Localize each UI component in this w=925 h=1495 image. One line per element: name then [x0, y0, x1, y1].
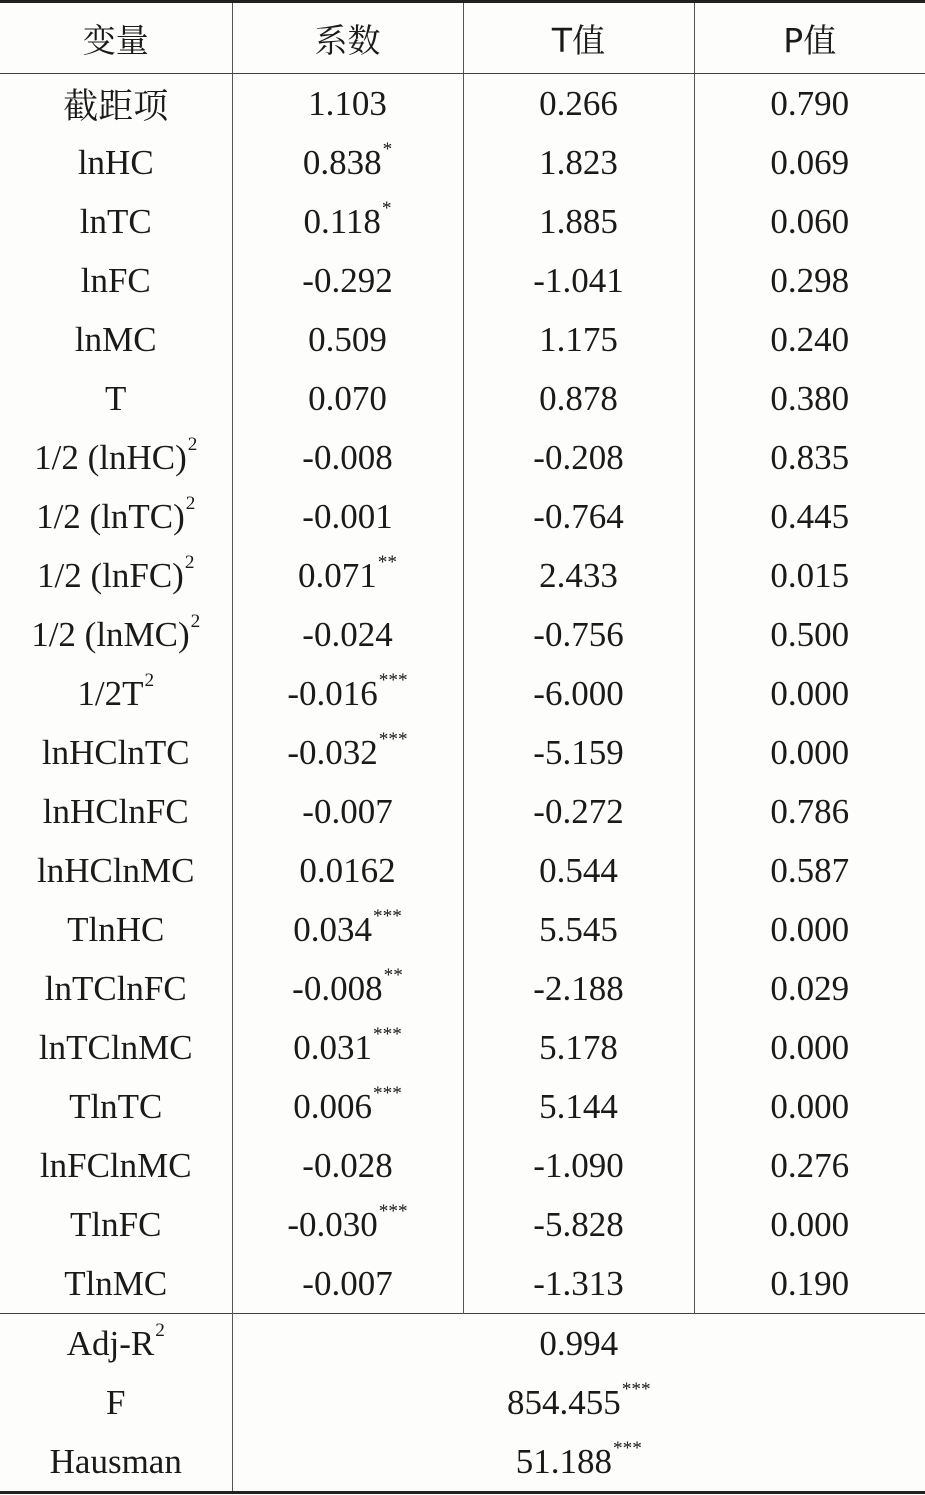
coefficient-value: 0.071 [298, 555, 377, 595]
variable-name: 1/2 (lnHC) [34, 437, 187, 477]
p-value-cell [694, 605, 925, 664]
p-value-cell [694, 1018, 925, 1077]
statistic-row [0, 1373, 925, 1432]
coefficient-cell [232, 310, 463, 369]
variable-cell [0, 900, 232, 959]
p-value-cell [694, 192, 925, 251]
variable-name: 1/2 (lnFC) [37, 555, 184, 595]
statistic-value: 854.455 [506, 1382, 621, 1422]
variable-name: TlnMC [64, 1263, 168, 1303]
statistic-value: 0.994 [539, 1323, 619, 1363]
variable-name: lnHClnFC [42, 791, 189, 831]
coefficient-cell [232, 369, 463, 428]
variable-cell [0, 959, 232, 1018]
p-value-cell [694, 841, 925, 900]
p-value: 0.276 [770, 1145, 850, 1185]
variable-name: 截距项 [63, 86, 169, 126]
table-row [0, 605, 925, 664]
p-value: 0.790 [770, 83, 850, 123]
t-value: 0.878 [539, 378, 618, 418]
p-value-cell [694, 1136, 925, 1195]
coefficient-cell [232, 664, 463, 723]
variable-exponent: 2 [185, 493, 196, 515]
variable-name: 1/2 (lnMC) [31, 614, 190, 654]
significance-stars: ** [377, 552, 397, 574]
statistic-value-cell [232, 1314, 925, 1374]
t-value-cell [463, 782, 694, 841]
variable-name: lnHClnMC [36, 850, 195, 890]
variable-cell [0, 251, 232, 310]
table-row [0, 133, 925, 192]
t-value: -1.090 [533, 1145, 624, 1185]
p-value-cell [694, 428, 925, 487]
t-value-cell [463, 1136, 694, 1195]
t-value: 5.178 [539, 1027, 618, 1067]
p-value: 0.190 [770, 1263, 850, 1303]
p-value-cell [694, 900, 925, 959]
t-value: 5.545 [539, 909, 618, 949]
statistic-label-cell [0, 1432, 232, 1493]
p-value: 0.060 [770, 201, 850, 241]
variable-name: lnMC [74, 319, 157, 359]
variable-cell [0, 133, 232, 192]
variable-cell [0, 605, 232, 664]
coefficient-cell [232, 546, 463, 605]
significance-stars: * [381, 198, 392, 220]
variable-exponent: 2 [144, 670, 155, 692]
variable-cell [0, 546, 232, 605]
coefficient-value: 0.509 [308, 319, 387, 359]
p-value: 0.380 [770, 378, 850, 418]
significance-stars: *** [612, 1438, 642, 1460]
p-value: 0.786 [770, 791, 850, 831]
t-value: -1.313 [533, 1263, 624, 1303]
t-value: -0.208 [533, 437, 624, 477]
variable-exponent: 2 [187, 434, 198, 456]
significance-stars: *** [378, 1201, 408, 1223]
coefficient-value: -0.001 [302, 496, 393, 536]
t-value-cell [463, 1077, 694, 1136]
variable-exponent: 2 [184, 552, 195, 574]
t-value-cell [463, 428, 694, 487]
variable-name: lnTC [79, 201, 152, 241]
t-value: 0.544 [539, 850, 618, 890]
table-row [0, 841, 925, 900]
t-value: 0.266 [539, 83, 618, 123]
p-value: 0.298 [770, 260, 850, 300]
p-value-cell [694, 487, 925, 546]
coefficient-value: -0.028 [302, 1145, 393, 1185]
t-value: 2.433 [539, 555, 618, 595]
variable-cell [0, 1254, 232, 1314]
coefficient-value: -0.292 [302, 260, 393, 300]
p-value: 0.000 [770, 673, 850, 713]
table-body [0, 74, 925, 1314]
variable-name: lnHC [77, 142, 154, 182]
coefficient-cell [232, 74, 463, 134]
coefficient-cell [232, 841, 463, 900]
p-value: 0.445 [770, 496, 850, 536]
significance-stars: *** [378, 729, 408, 751]
p-value: 0.835 [770, 437, 850, 477]
p-value: 0.000 [770, 1027, 850, 1067]
t-value: 1.885 [539, 201, 618, 241]
coefficient-value: 1.103 [308, 83, 387, 123]
variable-cell [0, 723, 232, 782]
coefficient-value: -0.016 [287, 673, 378, 713]
t-value-cell [463, 959, 694, 1018]
significance-stars: *** [372, 906, 402, 928]
header-variable: 变量 [0, 2, 232, 74]
t-value: -2.188 [533, 968, 624, 1008]
t-value: -1.041 [533, 260, 624, 300]
table-row [0, 1018, 925, 1077]
p-value-cell [694, 782, 925, 841]
variable-name: 1/2 (lnTC) [36, 496, 185, 536]
t-value: -6.000 [533, 673, 624, 713]
variable-cell [0, 369, 232, 428]
table-row [0, 1077, 925, 1136]
p-value: 0.000 [770, 909, 850, 949]
coefficient-cell [232, 1195, 463, 1254]
coefficient-value: 0.838 [302, 142, 382, 182]
coefficient-cell [232, 428, 463, 487]
t-value-cell [463, 841, 694, 900]
coefficient-value: 0.006 [293, 1086, 372, 1126]
coefficient-value: 0.031 [293, 1027, 372, 1067]
table-row [0, 192, 925, 251]
statistic-label: Adj-R [66, 1323, 155, 1363]
variable-name: lnFC [80, 260, 151, 300]
coefficient-value: 0.034 [293, 909, 372, 949]
variable-cell [0, 192, 232, 251]
coefficient-cell [232, 605, 463, 664]
coefficient-value: -0.030 [287, 1204, 378, 1244]
t-value: -0.756 [533, 614, 624, 654]
variable-name: lnFClnMC [39, 1145, 192, 1185]
statistic-label: F [106, 1382, 126, 1422]
t-value-cell [463, 664, 694, 723]
variable-cell [0, 1195, 232, 1254]
t-value-cell [463, 605, 694, 664]
p-value: 0.500 [770, 614, 850, 654]
table-row [0, 723, 925, 782]
coefficient-cell [232, 900, 463, 959]
variable-cell [0, 310, 232, 369]
table-row [0, 1195, 925, 1254]
variable-name: lnTClnFC [44, 968, 187, 1008]
t-value: 1.175 [539, 319, 618, 359]
significance-stars: *** [621, 1379, 651, 1401]
header-p-value: P值 [694, 2, 925, 74]
coefficient-value: 0.0162 [299, 850, 396, 890]
table-row [0, 959, 925, 1018]
t-value-cell [463, 1195, 694, 1254]
table-header [0, 2, 925, 74]
coefficient-cell [232, 251, 463, 310]
header-row [0, 2, 925, 74]
variable-cell [0, 1136, 232, 1195]
coefficient-value: -0.008 [302, 437, 393, 477]
table-row [0, 487, 925, 546]
p-value-cell [694, 1077, 925, 1136]
coefficient-value: -0.007 [302, 791, 393, 831]
table-row [0, 310, 925, 369]
p-value: 0.029 [770, 968, 850, 1008]
statistic-value-cell [232, 1373, 925, 1432]
t-value-cell [463, 133, 694, 192]
coefficient-cell [232, 487, 463, 546]
statistic-label: Hausman [49, 1441, 182, 1481]
variable-exponent: 2 [190, 611, 201, 633]
variable-cell [0, 664, 232, 723]
p-value-cell [694, 959, 925, 1018]
p-value: 0.587 [770, 850, 850, 890]
t-value: -0.764 [533, 496, 624, 536]
table-row [0, 1136, 925, 1195]
coefficient-cell [232, 723, 463, 782]
variable-cell [0, 74, 232, 134]
table-row [0, 664, 925, 723]
t-value-cell [463, 900, 694, 959]
variable-cell [0, 428, 232, 487]
t-value: -5.828 [533, 1204, 624, 1244]
t-value-cell [463, 74, 694, 134]
table-row [0, 1254, 925, 1314]
t-value: -0.272 [533, 791, 624, 831]
coefficient-value: 0.070 [308, 378, 387, 418]
p-value-cell [694, 1254, 925, 1314]
variable-cell [0, 841, 232, 900]
header-coefficient: 系数 [232, 2, 463, 74]
coefficient-value: 0.118 [303, 201, 381, 241]
variable-name: TlnFC [70, 1204, 162, 1244]
header-t-value: T值 [463, 2, 694, 74]
p-value-cell [694, 74, 925, 134]
t-value: -5.159 [533, 732, 624, 772]
coefficient-cell [232, 192, 463, 251]
p-value: 0.069 [770, 142, 850, 182]
variable-cell [0, 487, 232, 546]
table-row [0, 74, 925, 134]
table-row [0, 251, 925, 310]
p-value-cell [694, 310, 925, 369]
p-value-cell [694, 133, 925, 192]
p-value-cell [694, 723, 925, 782]
variable-name: TlnTC [69, 1086, 163, 1126]
t-value-cell [463, 1018, 694, 1077]
variable-name: TlnHC [67, 909, 165, 949]
t-value-cell [463, 1254, 694, 1314]
coefficient-value: -0.032 [287, 732, 378, 772]
coefficient-cell [232, 959, 463, 1018]
coefficient-cell [232, 133, 463, 192]
significance-stars: *** [372, 1024, 402, 1046]
p-value-cell [694, 1195, 925, 1254]
p-value-cell [694, 251, 925, 310]
significance-stars: *** [372, 1083, 402, 1105]
coefficient-value: -0.008 [292, 968, 383, 1008]
table-row [0, 900, 925, 959]
table-row [0, 782, 925, 841]
table-row [0, 369, 925, 428]
p-value: 0.000 [770, 1086, 850, 1126]
variable-name: T [105, 378, 127, 418]
table-row [0, 546, 925, 605]
coefficient-cell [232, 1136, 463, 1195]
variable-name: 1/2T [77, 673, 144, 713]
t-value-cell [463, 310, 694, 369]
p-value: 0.240 [770, 319, 850, 359]
table-statistics [0, 1314, 925, 1493]
variable-cell [0, 782, 232, 841]
t-value-cell [463, 546, 694, 605]
variable-name: lnHClnTC [41, 732, 190, 772]
statistic-row [0, 1314, 925, 1374]
t-value-cell [463, 192, 694, 251]
coefficient-cell [232, 1254, 463, 1314]
t-value-cell [463, 723, 694, 782]
statistic-row [0, 1432, 925, 1493]
p-value: 0.015 [770, 555, 850, 595]
coefficient-value: -0.024 [302, 614, 393, 654]
significance-stars: * [382, 139, 393, 161]
statistic-label-cell [0, 1373, 232, 1432]
coefficient-cell [232, 1018, 463, 1077]
statistic-exponent: 2 [155, 1320, 165, 1342]
variable-cell [0, 1018, 232, 1077]
statistic-value: 51.188 [515, 1441, 612, 1481]
significance-stars: ** [383, 965, 403, 987]
variable-name: lnTClnMC [38, 1027, 193, 1067]
p-value-cell [694, 664, 925, 723]
statistic-label-cell [0, 1314, 232, 1374]
p-value-cell [694, 369, 925, 428]
t-value: 1.823 [539, 142, 618, 182]
t-value-cell [463, 251, 694, 310]
coefficient-cell [232, 782, 463, 841]
table-row [0, 428, 925, 487]
p-value: 0.000 [770, 1204, 850, 1244]
statistic-value-cell [232, 1432, 925, 1493]
coefficient-value: -0.007 [302, 1263, 393, 1303]
t-value: 5.144 [539, 1086, 618, 1126]
t-value-cell [463, 369, 694, 428]
coefficient-cell [232, 1077, 463, 1136]
p-value-cell [694, 546, 925, 605]
significance-stars: *** [378, 670, 408, 692]
p-value: 0.000 [770, 732, 850, 772]
t-value-cell [463, 487, 694, 546]
variable-cell [0, 1077, 232, 1136]
